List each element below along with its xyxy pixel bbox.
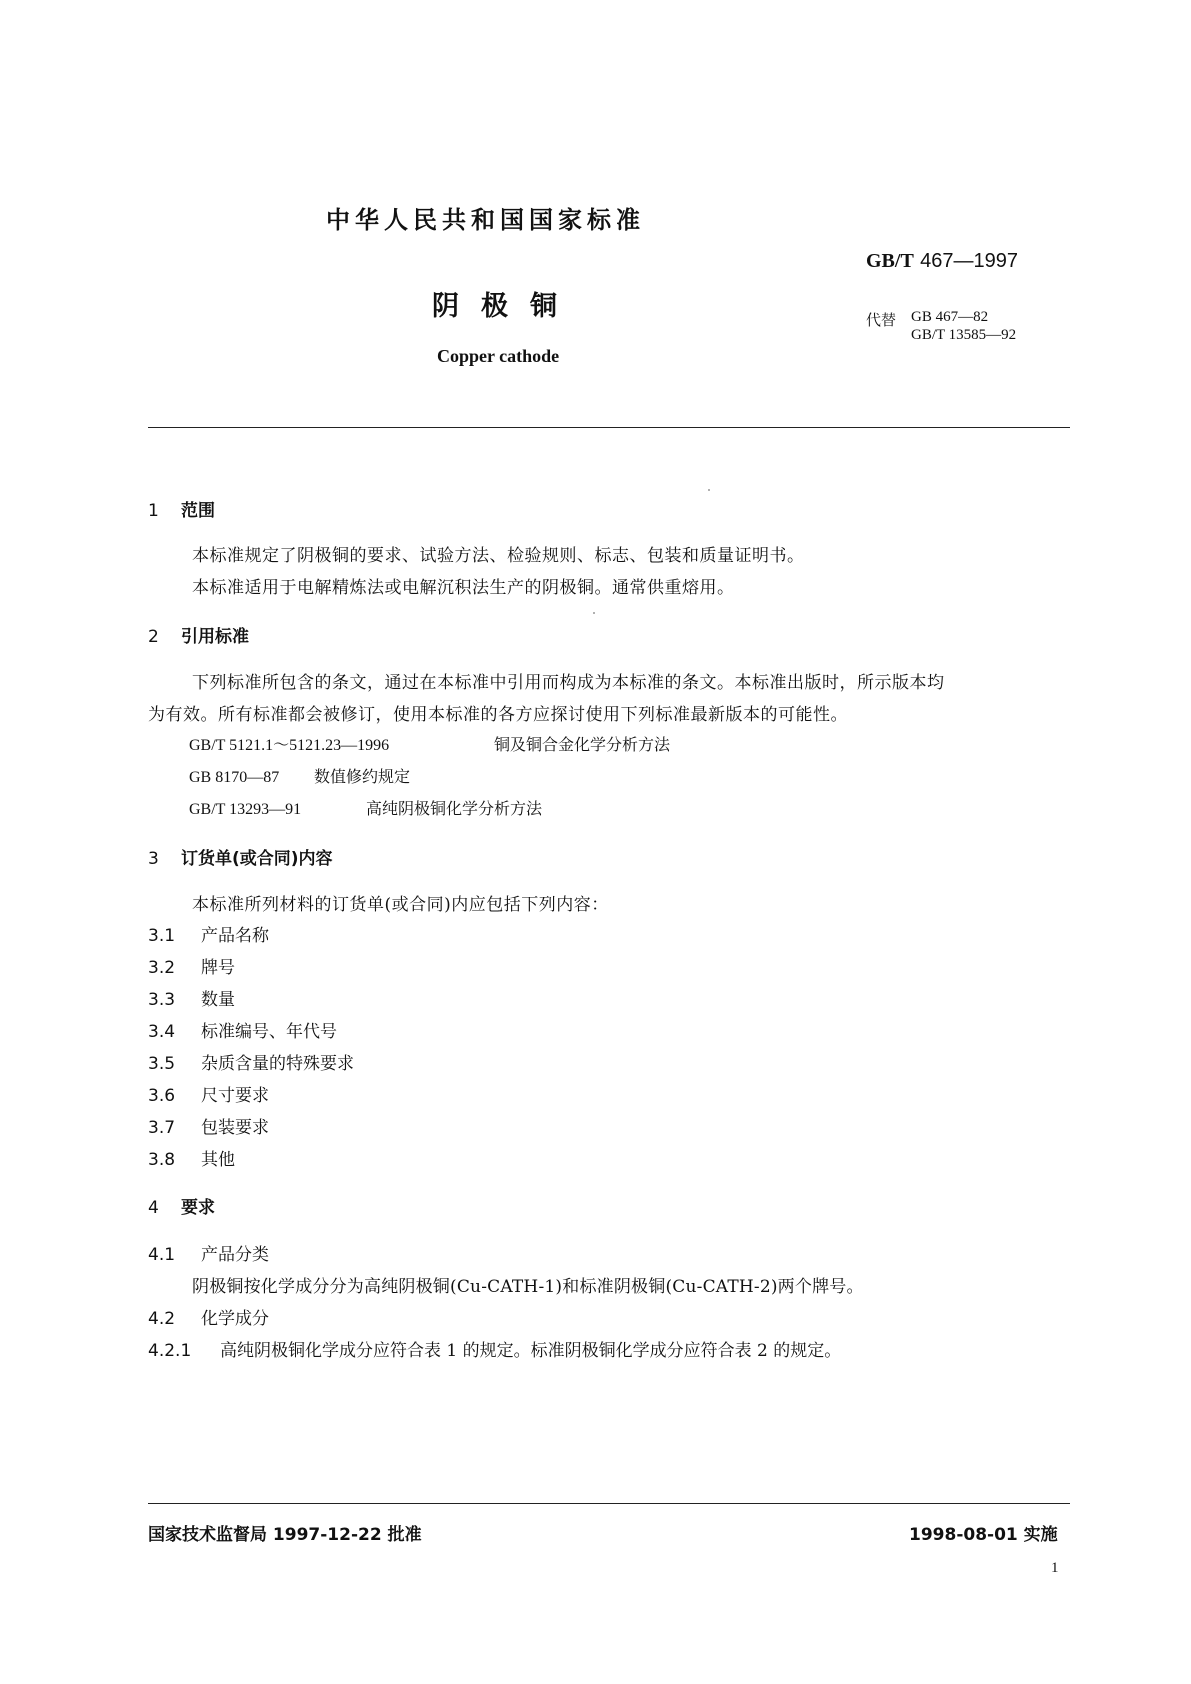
section-3-heading [148, 844, 333, 869]
list-item [148, 1081, 269, 1106]
item-number: 4.2.1 [148, 1341, 192, 1361]
section-number: 4 [148, 1198, 159, 1218]
section-2-heading [148, 622, 249, 647]
reference-code: GB 8170—87 [189, 769, 280, 786]
section-title: 引用标准 [181, 627, 249, 647]
list-item [148, 953, 235, 978]
item-text: 杂质含量的特殊要求 [201, 1054, 354, 1074]
list-item [148, 1049, 354, 1074]
section-number: 1 [148, 501, 159, 521]
list-item [148, 921, 269, 946]
replaced-standard-1: GB 467—82 [911, 309, 989, 325]
item-text: 牌号 [201, 958, 235, 978]
subsection-4-2-1 [148, 1336, 841, 1361]
subsection-4-1-heading [148, 1240, 269, 1265]
standard-number: 467—1997 [920, 250, 1019, 272]
item-text: 包装要求 [201, 1118, 269, 1138]
item-number: 3.5 [148, 1054, 176, 1074]
paragraph: 本标准所列材料的订货单(或合同)内应包括下列内容： [192, 895, 609, 915]
list-item [148, 985, 235, 1010]
standard-prefix: GB/T [866, 250, 914, 272]
scan-speck [708, 489, 710, 491]
item-number: 3.8 [148, 1150, 176, 1170]
paragraph-line: 为有效。所有标准都会被修订，使用本标准的各方应探讨使用下列标准最新版本的可能性。 [148, 705, 848, 725]
item-number: 3.4 [148, 1022, 176, 1042]
subsection-4-2-heading [148, 1304, 269, 1329]
item-text: 高纯阴极铜化学成分应符合表 1 的规定。标准阴极铜化学成分应符合表 2 的规定。 [220, 1341, 842, 1361]
section-1-heading [148, 496, 215, 521]
reference-name: 数值修约规定 [314, 767, 411, 786]
item-text: 产品分类 [201, 1245, 269, 1265]
section-title: 要求 [181, 1198, 215, 1218]
reference-item [189, 764, 410, 787]
item-text: 其他 [201, 1150, 235, 1170]
footer-divider [148, 1503, 1070, 1504]
reference-item [189, 796, 542, 819]
replaced-standard-2: GB/T 13585—92 [911, 327, 1017, 343]
reference-item [189, 732, 670, 755]
standard-code [866, 248, 1018, 273]
paragraph: 阴极铜按化学成分分为高纯阴极铜(Cu-CATH-1)和标准阴极铜(Cu-CATH-2)两个牌号。 [192, 1277, 864, 1297]
item-number: 3.1 [148, 926, 176, 946]
item-text: 尺寸要求 [201, 1086, 269, 1106]
paragraph: 本标准适用于电解精炼法或电解沉积法生产的阴极铜。通常供重熔用。 [192, 578, 735, 598]
section-title: 订货单(或合同)内容 [181, 849, 333, 869]
item-text: 标准编号、年代号 [201, 1022, 337, 1042]
item-number: 3.7 [148, 1118, 176, 1138]
page-number: 1 [1051, 1560, 1059, 1576]
reference-name: 铜及铜合金化学分析方法 [494, 735, 671, 754]
section-number: 3 [148, 849, 159, 869]
item-number: 3.3 [148, 990, 176, 1010]
list-item [148, 1145, 235, 1170]
national-standard-title: 中华人民共和国国家标准 [326, 206, 645, 234]
replaces-label: 代替 [866, 311, 897, 329]
item-text: 产品名称 [201, 926, 269, 946]
section-number: 2 [148, 627, 159, 647]
reference-name: 高纯阴极铜化学分析方法 [366, 799, 543, 818]
item-number: 4.2 [148, 1309, 176, 1329]
item-number: 4.1 [148, 1245, 176, 1265]
item-number: 3.2 [148, 958, 176, 978]
reference-code: GB/T 13293—91 [189, 801, 302, 818]
approval-line: 国家技术监督局 1997-12-22 批准 [148, 1525, 422, 1545]
header-divider [148, 427, 1070, 428]
document-title-en: Copper cathode [437, 346, 560, 366]
item-number: 3.6 [148, 1086, 176, 1106]
document-title-cn: 阴极铜 [432, 291, 579, 322]
item-text: 数量 [201, 990, 235, 1010]
item-text: 化学成分 [201, 1309, 269, 1329]
list-item [148, 1113, 269, 1138]
section-4-heading [148, 1193, 215, 1218]
paragraph-line: 下列标准所包含的条文，通过在本标准中引用而构成为本标准的条文。本标准出版时，所示版本均 [192, 673, 945, 693]
reference-code: GB/T 5121.1～5121.23—1996 [189, 737, 390, 754]
paragraph: 本标准规定了阴极铜的要求、试验方法、检验规则、标志、包装和质量证明书。 [192, 546, 805, 566]
implementation-date: 1998-08-01 实施 [909, 1525, 1058, 1545]
section-title: 范围 [181, 501, 215, 521]
scan-speck [593, 612, 595, 614]
list-item [148, 1017, 337, 1042]
